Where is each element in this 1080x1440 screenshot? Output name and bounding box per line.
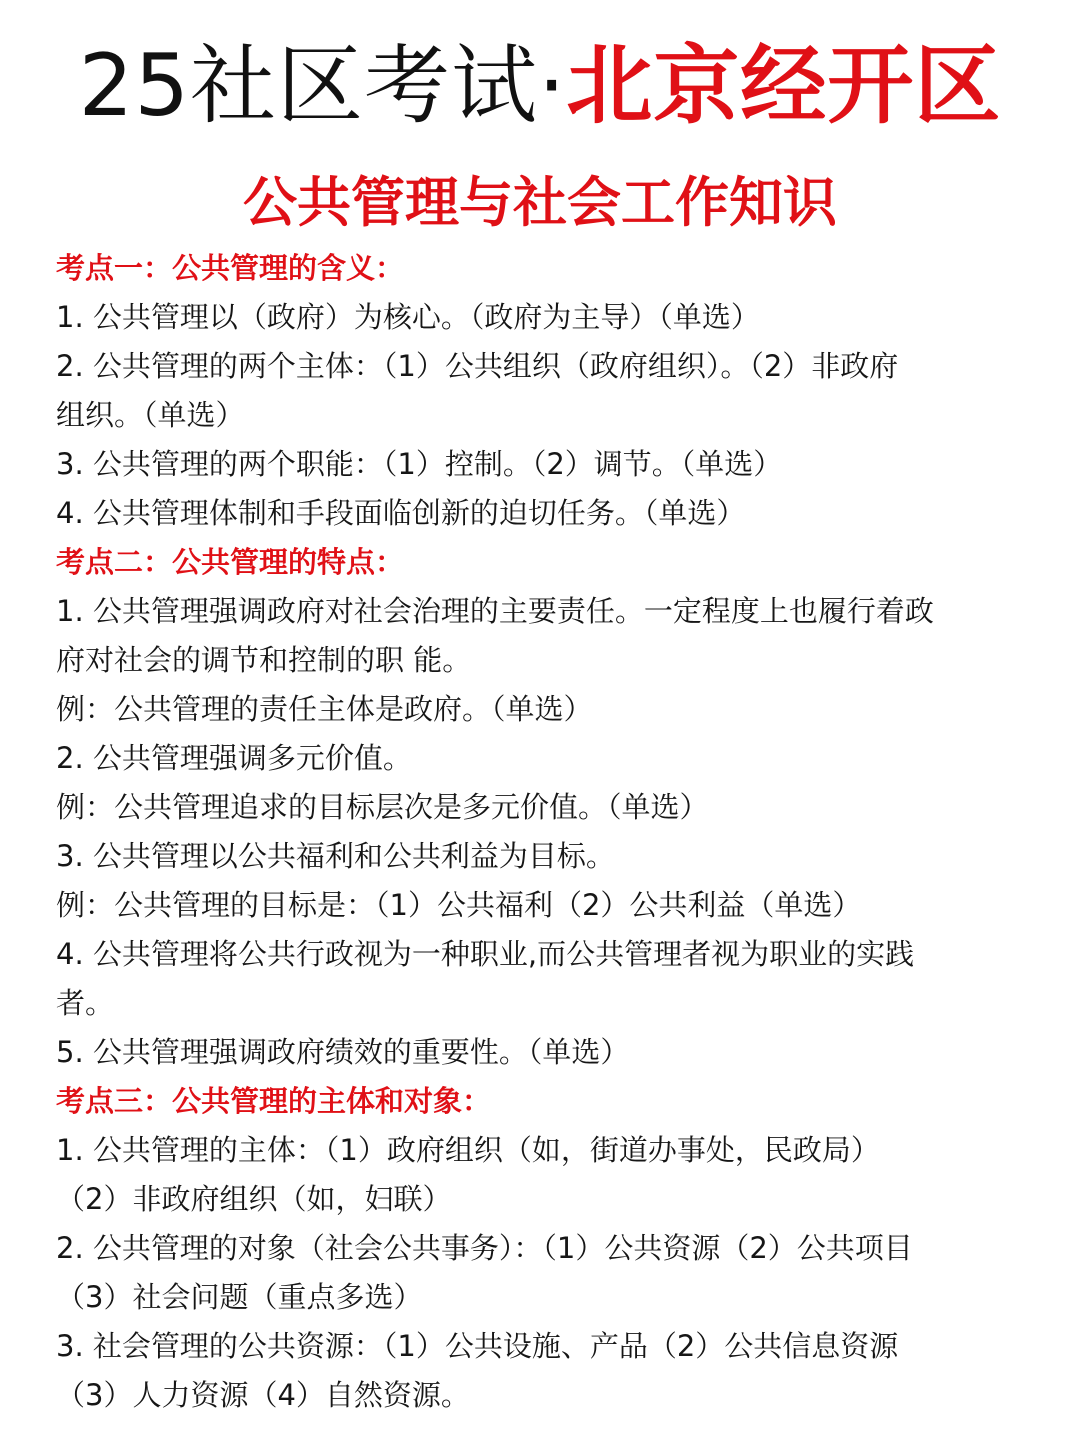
text-line: 者。 bbox=[56, 986, 115, 1020]
page-title bbox=[0, 26, 1080, 146]
text-line: 3. 公共管理以公共福利和公共利益为目标。 bbox=[56, 839, 615, 873]
text-line: （3）社会问题（重点多选） bbox=[56, 1280, 423, 1314]
text-line: 4. 公共管理将公共行政视为一种职业,而公共管理者视为职业的实践 bbox=[56, 937, 915, 971]
text-line: 1. 公共管理强调政府对社会治理的主要责任。一定程度上也履行着政 bbox=[56, 594, 934, 628]
text-line: 4. 公共管理体制和手段面临创新的迫切任务。（单选） bbox=[56, 496, 746, 530]
section-heading: 考点三：公共管理的主体和对象： bbox=[56, 1084, 492, 1118]
content-body bbox=[56, 244, 1031, 1420]
text-line: 5. 公共管理强调政府绩效的重要性。（单选） bbox=[56, 1035, 630, 1069]
text-line: （3）人力资源（4）自然资源。 bbox=[56, 1378, 470, 1412]
text-line: （2）非政府组织（如，妇联） bbox=[56, 1182, 452, 1216]
text-line: 例：公共管理追求的目标层次是多元价值。（单选） bbox=[56, 790, 709, 824]
text-line: 例：公共管理的责任主体是政府。（单选） bbox=[56, 692, 593, 726]
text-line: 2. 公共管理强调多元价值。 bbox=[56, 741, 412, 775]
text-line: 府对社会的调节和控制的职 能。 bbox=[56, 643, 472, 677]
section-heading: 考点二：公共管理的特点： bbox=[56, 545, 405, 579]
text-line: 3. 社会管理的公共资源：（1）公共设施、产品（2）公共信息资源 bbox=[56, 1329, 899, 1363]
text-line: 1. 公共管理以（政府）为核心。（政府为主导）（单选） bbox=[56, 300, 760, 334]
text-line: 例：公共管理的目标是：（1）公共福利（2）公共利益（单选） bbox=[56, 888, 862, 922]
title-main: 25社区考试· bbox=[78, 36, 567, 136]
text-line: 2. 公共管理的两个主体：（1）公共组织（政府组织）。（2）非政府 bbox=[56, 349, 899, 383]
title-accent: 北京经开区 bbox=[566, 36, 1002, 136]
text-line: 3. 公共管理的两个职能：（1）控制。（2）调节。（单选） bbox=[56, 447, 783, 481]
section-heading: 考点一：公共管理的含义： bbox=[56, 251, 405, 285]
text-line: 组织。（单选） bbox=[56, 398, 245, 432]
text-line: 2. 公共管理的对象（社会公共事务）：（1）公共资源（2）公共项目 bbox=[56, 1231, 913, 1265]
page-subtitle: 公共管理与社会工作知识 bbox=[243, 171, 837, 234]
text-line: 1. 公共管理的主体：（1）政府组织（如，街道办事处，民政局） bbox=[56, 1133, 880, 1167]
